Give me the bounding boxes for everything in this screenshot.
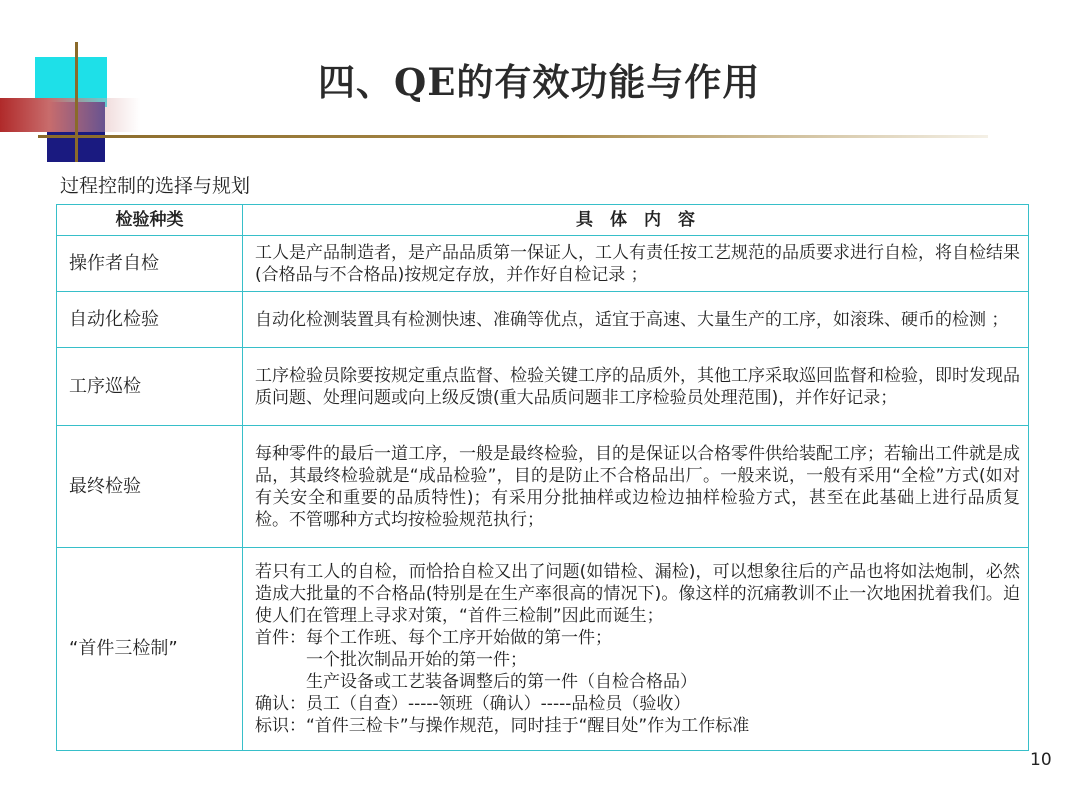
table-row <box>57 548 1029 751</box>
decor-red-gradient-bar <box>0 98 140 132</box>
slide-subtitle: 过程控制的选择与规划 <box>60 175 251 197</box>
table-row <box>57 426 1029 548</box>
row-content: 每种零件的最后一道工序，一般是最终检验，目的是保证以合格零件供给装配工序；若输出工件就是成品，其最终检验就是“成品检验”，目的是防止不合格品出厂。一般来说，一般有采用“全检”方式(如对有关安全和重要的品质特性)；有采用分批抽样或边检边抽样检验方式，甚至在此基础上进行品质复检。不管哪种方式均按检验规范执行； <box>243 426 1029 548</box>
row-type-label: 操作者自检 <box>57 236 243 292</box>
inspection-table <box>56 204 1029 751</box>
row-type-label: 工序巡检 <box>57 348 243 426</box>
row-content: 工人是产品制造者，是产品品质第一保证人，工人有责任按工艺规范的品质要求进行自检，将自检结果(合格品与不合格品)按规定存放，并作好自检记录 ； <box>243 236 1029 292</box>
table-row <box>57 236 1029 292</box>
row-content: 工序检验员除要按规定重点监督、检验关键工序的品质外，其他工序采取巡回监督和检验，即时发现品质问题、处理问题或向上级反馈(重大品质问题非工序检验员处理范围)，并作好记录； <box>243 348 1029 426</box>
row-content: 若只有工人的自检，而恰拾自检又出了问题(如错检、漏检)，可以想象往后的产品也将如法炮制，必然造成大批量的不合格品(特别是在生产率很高的情况下)。像这样的沉痛教训不止一次地困扰着我们。迫使人们在管理上寻求对策，“首件三检制”因此而诞生； 首件：每个工作班、每个工序开始做的第一件； 一个批次制品开始的第一件； 生产设备或工艺装备调整后的第一件（自检合格品） 确认：员工（自查）-----领班（确认）-----品检员（验收） 标识：“首件三检卡”与操作规范，同时挂于“醒目处”作为工作标准 <box>243 548 1029 751</box>
row-content: 自动化检测装置具有检测快速、准确等优点，适宜于高速、大量生产的工序，如滚珠、硬币的检测 ； <box>243 292 1029 348</box>
header-inspection-type: 检验种类 <box>57 205 243 236</box>
table-header-row <box>57 205 1029 236</box>
table-row <box>57 348 1029 426</box>
table-row <box>57 292 1029 348</box>
decor-vertical-line <box>75 42 78 162</box>
slide-title: 四、QE的有效功能与作用 <box>318 60 761 104</box>
header-content: 具 体 内 容 <box>243 205 1029 236</box>
row-type-label: 最终检验 <box>57 426 243 548</box>
page-number: 10 <box>1030 750 1052 770</box>
decor-horizontal-line <box>38 135 988 138</box>
row-type-label: “首件三检制” <box>57 548 243 751</box>
row-type-label: 自动化检验 <box>57 292 243 348</box>
